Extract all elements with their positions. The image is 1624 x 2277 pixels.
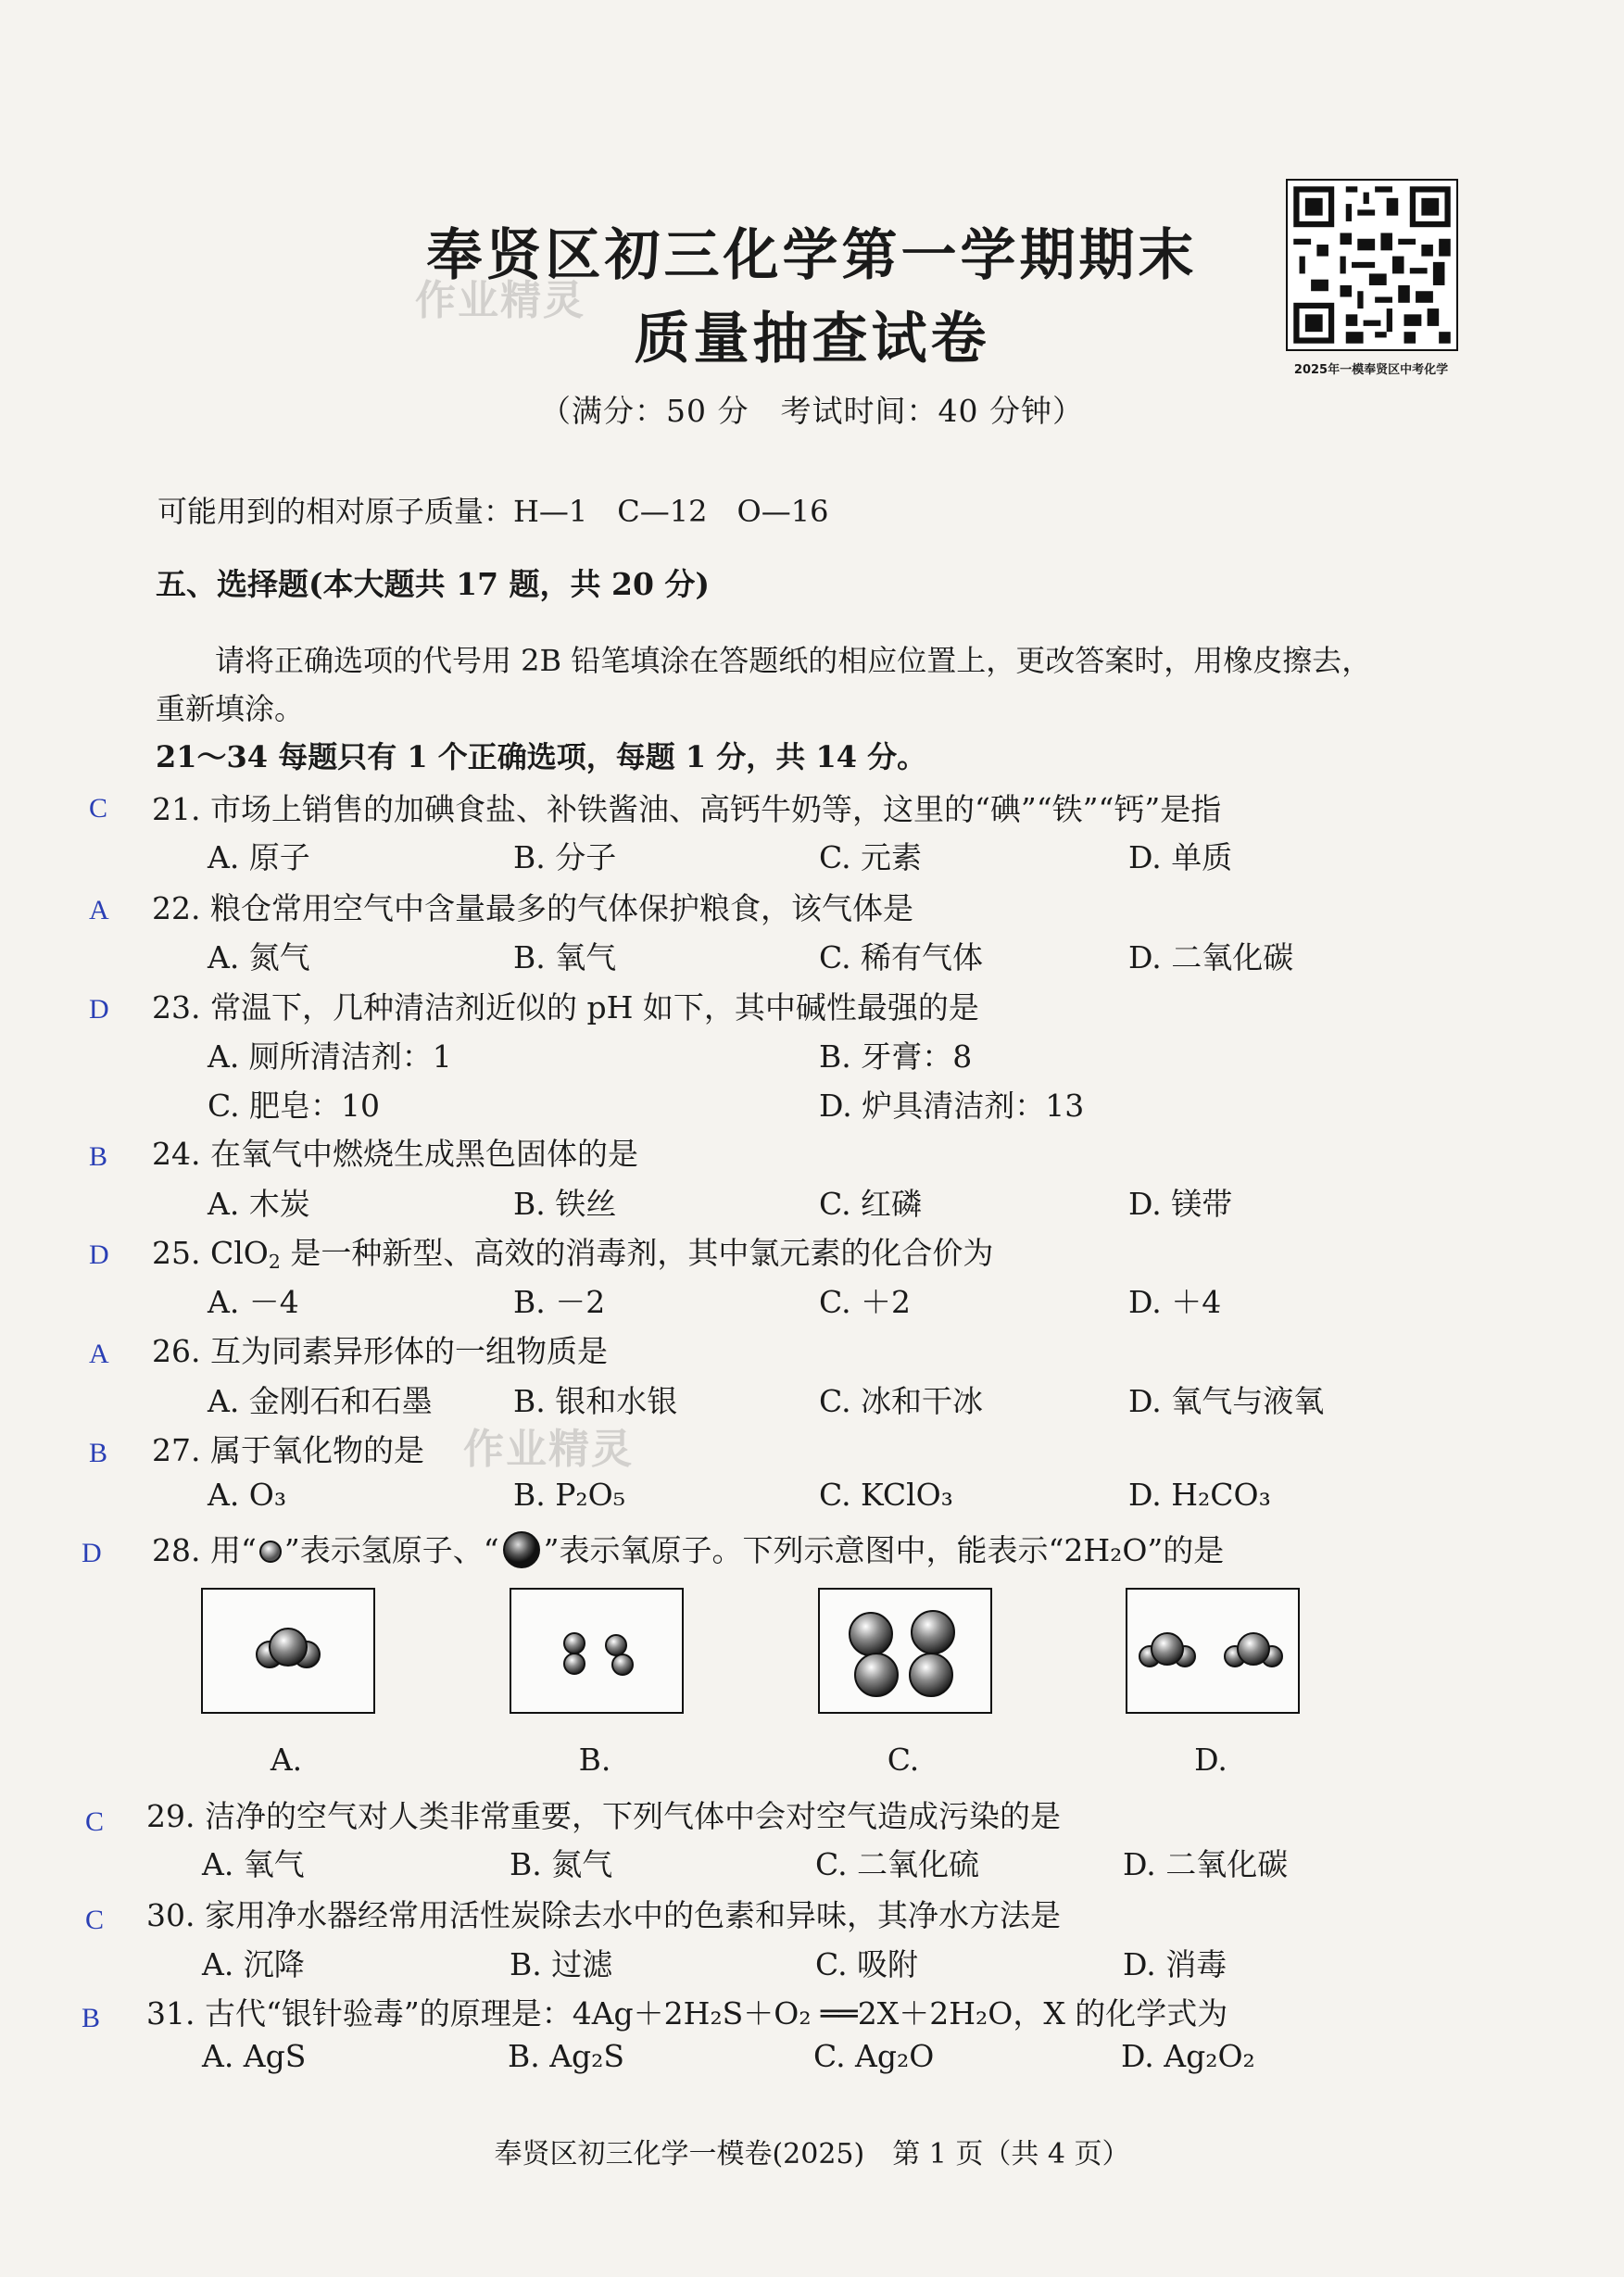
option-b: B. 过滤 bbox=[510, 1946, 613, 1982]
option-b: B. 氮气 bbox=[510, 1846, 613, 1882]
option-d: D. Ag₂O₂ bbox=[1121, 2038, 1255, 2074]
qr-caption: 2025年一模奉贤区中考化学 bbox=[1293, 363, 1449, 377]
option-c: C. 肥皂：10 bbox=[208, 1088, 381, 1124]
option-b: B. 铁丝 bbox=[513, 1186, 617, 1222]
answer-mark: A bbox=[89, 895, 109, 925]
option-c: C. ＋2 bbox=[819, 1284, 912, 1320]
option-b: B. 银和水银 bbox=[513, 1383, 678, 1419]
diagram-c bbox=[818, 1588, 992, 1714]
option-d: D. 二氧化碳 bbox=[1123, 1846, 1289, 1882]
option-b: B. 牙膏：8 bbox=[819, 1038, 973, 1075]
answer-mark: B bbox=[82, 2003, 101, 2033]
option-a: A. 金刚石和石墨 bbox=[208, 1383, 433, 1419]
sub-section-title: 21～34 每题只有 1 个正确选项，每题 1 分，共 14 分。 bbox=[156, 739, 927, 774]
section-title: 五、选择题(本大题共 17 题，共 20 分) bbox=[156, 566, 711, 602]
question-30-stem: 30. 家用净水器经常用活性炭除去水中的色素和异味，其净水方法是 bbox=[146, 1897, 1061, 1933]
diagram-label-c: C. bbox=[887, 1742, 920, 1778]
instructions-line1: 请将正确选项的代号用 2B 铅笔填涂在答题纸的相应位置上，更改答案时，用橡皮擦去， bbox=[215, 643, 1372, 678]
option-d: D. 单质 bbox=[1128, 839, 1233, 875]
page-title-line1: 奉贤区初三化学第一学期期末 bbox=[426, 223, 1198, 288]
option-d: D. 镁带 bbox=[1128, 1186, 1233, 1222]
option-c: C. 红磷 bbox=[819, 1186, 923, 1222]
option-a: A. 厕所清洁剂：1 bbox=[208, 1038, 452, 1075]
answer-mark: B bbox=[89, 1141, 108, 1172]
question-31-stem: 31. 古代“银针验毒”的原理是：4Ag＋2H₂S＋O₂ ══2X＋2H₂O，X 的化学式为 bbox=[146, 1995, 1228, 2032]
qr-code-icon bbox=[1286, 179, 1458, 351]
question-28-stem: 28. 用“ ”表示氢原子、“ ”表示氧原子。下列示意图中，能表示“2H₂O”的是 bbox=[152, 1527, 1224, 1570]
option-a: A. 原子 bbox=[208, 839, 310, 875]
answer-mark: A bbox=[89, 1339, 109, 1369]
option-a: A. 木炭 bbox=[208, 1186, 310, 1222]
option-b: B. Ag₂S bbox=[508, 2038, 625, 2074]
page-footer: 奉贤区初三化学一模卷(2025) 第 1 页（共 4 页） bbox=[494, 2138, 1130, 2170]
answer-mark: D bbox=[82, 1538, 102, 1568]
answer-mark: B bbox=[89, 1438, 108, 1468]
option-b: B. 分子 bbox=[513, 839, 617, 875]
option-d: D. 氧气与液氧 bbox=[1128, 1383, 1325, 1419]
option-c: C. 元素 bbox=[819, 839, 923, 875]
option-d: D. ＋4 bbox=[1128, 1284, 1222, 1320]
oxygen-atom-icon bbox=[499, 1529, 544, 1570]
option-c: C. Ag₂O bbox=[813, 2038, 935, 2074]
option-a: A. 沉降 bbox=[202, 1946, 305, 1982]
option-a: A. －4 bbox=[208, 1284, 299, 1320]
option-c: C. 稀有气体 bbox=[819, 939, 984, 975]
option-b: B. P₂O₅ bbox=[513, 1477, 625, 1513]
question-25-stem: 25. ClO$_2$ 是一种新型、高效的消毒剂，其中氯元素的化合价为 bbox=[152, 1235, 994, 1274]
question-27-stem: 27. 属于氧化物的是 bbox=[152, 1432, 424, 1468]
option-d: D. 消毒 bbox=[1123, 1946, 1227, 1982]
hydrogen-atom-icon bbox=[257, 1540, 284, 1564]
atomic-masses: 可能用到的相对原子质量：H—1 C—12 O—16 bbox=[157, 494, 829, 529]
diagram-label-d: D. bbox=[1194, 1742, 1227, 1778]
option-c: C. 吸附 bbox=[815, 1946, 919, 1982]
option-a: A. O₃ bbox=[208, 1477, 287, 1513]
option-b: B. －2 bbox=[513, 1284, 606, 1320]
option-d: D. H₂CO₃ bbox=[1128, 1477, 1271, 1513]
question-24-stem: 24. 在氧气中燃烧生成黑色固体的是 bbox=[152, 1136, 638, 1172]
answer-mark: D bbox=[89, 994, 109, 1025]
option-c: C. 二氧化硫 bbox=[815, 1846, 980, 1882]
option-c: C. 冰和干冰 bbox=[819, 1383, 984, 1419]
diagram-a bbox=[201, 1588, 375, 1714]
diagram-b bbox=[510, 1588, 684, 1714]
option-a: A. 氮气 bbox=[208, 939, 310, 975]
answer-mark: C bbox=[89, 793, 108, 824]
page-title-line2: 质量抽查试卷 bbox=[634, 307, 990, 371]
watermark: 作业精灵 bbox=[463, 1426, 634, 1473]
question-21-stem: 21. 市场上销售的加碘食盐、补铁酱油、高钙牛奶等，这里的“碘”“铁”“钙”是指 bbox=[152, 791, 1222, 827]
question-23-stem: 23. 常温下，几种清洁剂近似的 pH 如下，其中碱性最强的是 bbox=[152, 989, 979, 1025]
exam-info: （满分：50 分 考试时间：40 分钟） bbox=[540, 393, 1084, 429]
question-22-stem: 22. 粮仓常用空气中含量最多的气体保护粮食，该气体是 bbox=[152, 890, 913, 926]
answer-mark: C bbox=[85, 1905, 105, 1935]
option-a: A. AgS bbox=[202, 2038, 307, 2074]
watermark: 作业精灵 bbox=[415, 277, 585, 324]
diagram-label-b: B. bbox=[578, 1742, 611, 1778]
diagram-label-a: A. bbox=[270, 1742, 303, 1778]
answer-mark: C bbox=[85, 1806, 105, 1837]
option-a: A. 氧气 bbox=[202, 1846, 305, 1882]
question-26-stem: 26. 互为同素异形体的一组物质是 bbox=[152, 1333, 608, 1369]
option-c: C. KClO₃ bbox=[819, 1477, 953, 1513]
option-d: D. 二氧化碳 bbox=[1128, 939, 1294, 975]
option-b: B. 氧气 bbox=[513, 939, 617, 975]
answer-mark: D bbox=[89, 1239, 109, 1270]
option-d: D. 炉具清洁剂：13 bbox=[819, 1088, 1085, 1124]
instructions-line2: 重新填涂。 bbox=[156, 691, 305, 726]
diagram-d bbox=[1126, 1588, 1300, 1714]
question-29-stem: 29. 洁净的空气对人类非常重要，下列气体中会对空气造成污染的是 bbox=[146, 1798, 1061, 1834]
